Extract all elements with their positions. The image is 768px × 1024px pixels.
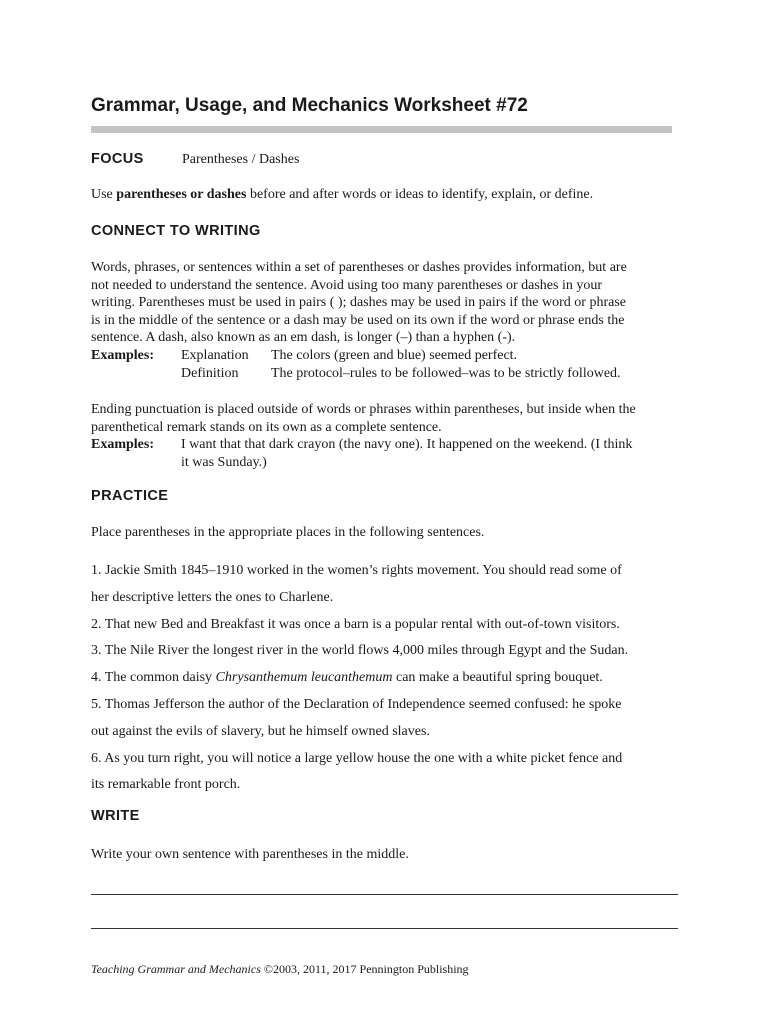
examples-label-spacer [91,365,181,383]
focus-topic: Parentheses / Dashes [182,152,300,167]
write-instruction: Write your own sentence with parentheses in the middle. [91,847,409,862]
example2-row [91,436,632,454]
practice-item: her descriptive letters the ones to Charlene. [91,589,334,605]
focus-heading: FOCUS [91,151,144,167]
practice-item: 1. Jackie Smith 1845–1910 worked in the women’s rights movement. You should read some of [91,563,622,578]
examples-block [91,347,621,383]
title-rule [91,126,672,133]
examples-label: Examples: [91,348,154,363]
focus-instruction [91,186,593,204]
practice-item: 3. The Nile River the longest river in the world flows 4,000 miles through Egypt and the Sudan. [91,643,629,659]
item-suffix: can make a beautiful spring bouquet. [392,670,603,686]
example2-text: it was Sunday.) [181,455,267,470]
practice-item: its remarkable front porch. [91,777,241,793]
example-text: The protocol–rules to be followed–was to be strictly followed. [271,366,621,381]
practice-list [91,558,681,799]
example-row [91,365,621,383]
species-name: Chrysanthemum leucanthemum [215,670,393,686]
example2-text: I want that that dark crayon (the navy one). It happened on the weekend. (I think [181,437,633,452]
write-heading: WRITE [91,808,140,824]
example-row [91,347,621,365]
practice-heading: PRACTICE [91,488,169,504]
footer-book-title: Teaching Grammar and Mechanics [91,962,261,976]
example2-row [91,454,632,472]
examples2-label-spacer [91,454,181,472]
examples2-block [91,436,632,472]
practice-item: 6. As you turn right, you will notice a large yellow house the one with a white picket fence and [91,750,623,766]
connect-line: not needed to understand the sentence. Avoid using too many parentheses or dashes in your [91,277,603,293]
footer-copyright: ©2003, 2011, 2017 Pennington Publishing [260,962,469,976]
connect-heading: CONNECT TO WRITING [91,223,261,239]
practice-item: 2. That new Bed and Breakfast it was once a barn is a popular rental with out-of-town visitors. [91,616,620,632]
footer [91,962,469,977]
worksheet-title: Grammar, Usage, and Mechanics Worksheet #72 [91,95,528,116]
writing-line[interactable] [91,894,678,895]
practice-item: 5. Thomas Jefferson the author of the Declaration of Independence seemed confused: he spoke [91,696,622,712]
practice-instruction: Place parentheses in the appropriate places in the following sentences. [91,525,485,540]
item-prefix: 4. The common daisy [91,670,216,686]
punctuation-line: parenthetical remark stands on its own as a complete sentence. [91,419,442,435]
punctuation-paragraph [91,401,636,436]
example-term: Explanation [181,348,249,363]
instruction-suffix: before and after words or ideas to identify, explain, or define. [246,187,594,202]
example-term: Definition [181,366,239,381]
connect-paragraph [91,259,627,347]
practice-item: out against the evils of slavery, but he himself owned slaves. [91,723,430,739]
writing-line[interactable] [91,928,678,929]
practice-item [91,665,681,692]
instruction-prefix: Use [91,187,117,202]
examples2-label: Examples: [91,437,154,452]
connect-line: sentence. A dash, also known as an em dash, is longer (–) than a hyphen (-). [91,330,516,345]
connect-line: is in the middle of the sentence or a dash may be used on its own if the word or phrase ends the [91,312,625,328]
connect-line: writing. Parentheses must be used in pairs ( ); dashes may be used in pairs if the word or phrase [91,295,626,310]
example-text: The colors (green and blue) seemed perfect. [271,348,518,363]
punctuation-line: Ending punctuation is placed outside of words or phrases within parentheses, but inside when the [91,402,636,417]
connect-line: Words, phrases, or sentences within a set of parentheses or dashes provides information, but are [91,260,627,275]
instruction-bold: parentheses or dashes [116,187,247,202]
